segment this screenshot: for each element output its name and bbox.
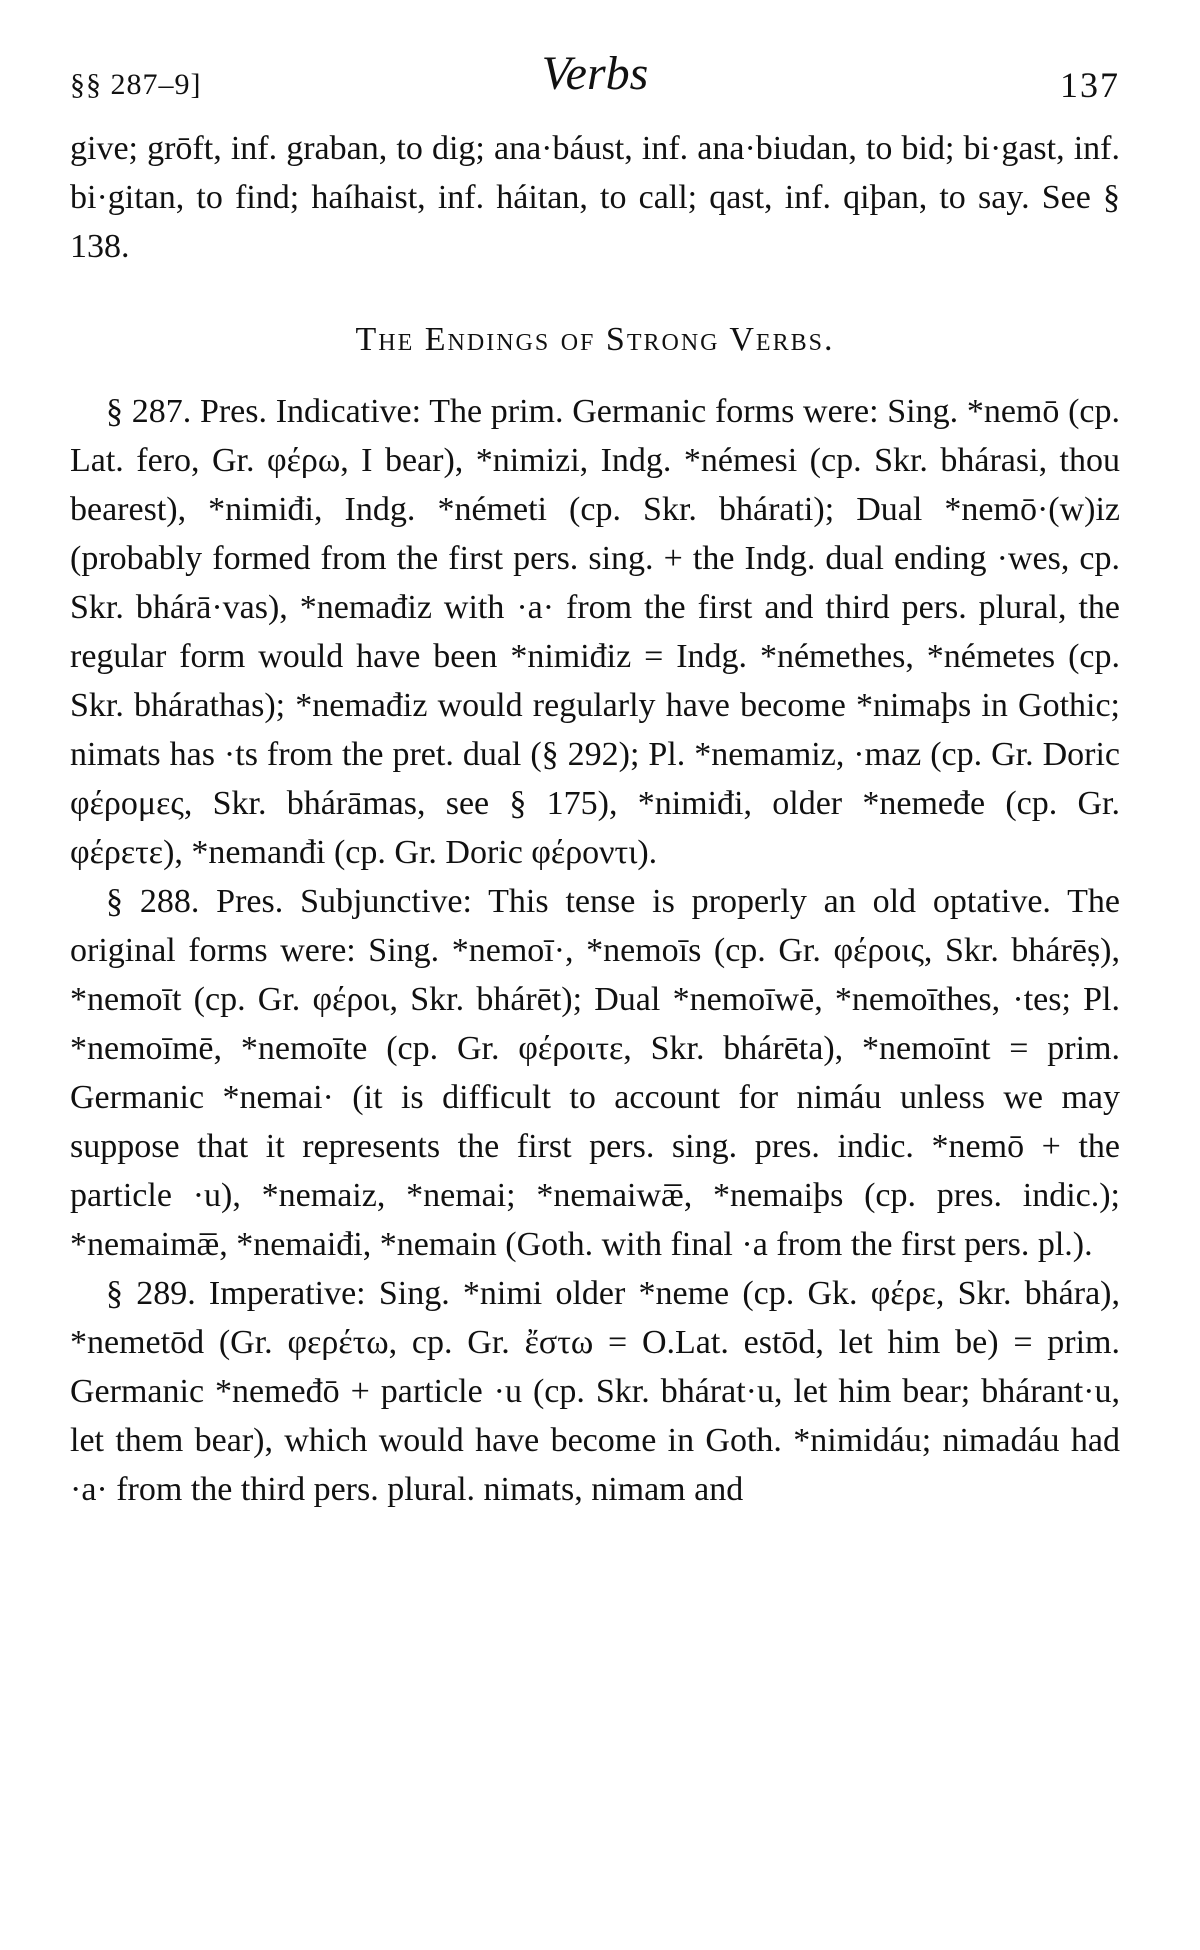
chapter-title: Verbs [541, 47, 649, 100]
running-head [70, 46, 1120, 116]
section-289: § 289. Imperative: Sing. *nimi older *neme (cp. Gk. φέρε, Skr. bhára), *nemetōd (Gr. φερέτω, cp. Gr. ἔστω = O.Lat. estōd, let him be) = prim. Germanic *nemeđō + particle ·u (cp. Skr. bhárat·u, let him bear; bhárant·u, let them bear), which would have become in Goth. *nimidáu; nimadáu had ·a· from the third pers. plural. nimats, nimam and [70, 1275, 1120, 1508]
section-heading: The Endings of Strong Verbs. [355, 321, 835, 358]
section-288: § 288. Pres. Subjunctive: This tense is properly an old optative. The original forms were: Sing. *nemoī·, *nemoīs (cp. Gr. φέροις, Skr. bhárēṣ), *nemoīt (cp. Gr. φέροι, Skr. bhárēt); Dual *nemoīwē, *nemoīthes, ·tes; Pl. *nemoīmē, *nemoīte (cp. Gr. φέροιτε, Skr. bhárēta), *nemoīnt = prim. Germanic *nemai· (it is difficult to account for nimáu unless we may suppose that it represents the first pers. sing. pres. indic. *nemō + the particle ·u), *nemaiz, *nemai; *nemaiwæ̅, *nemaiþs (cp. pres. indic.); *nemaimæ̅, *nemaiđi, *nemain (Goth. with final ·a from the first pers. pl.). [70, 883, 1120, 1263]
page-number: 137 [1060, 65, 1120, 105]
intro-paragraph: give; grōft, inf. graban, to dig; ana·báust, inf. ana·biudan, to bid; bi·gast, inf. bi·gitan, to find; haíhaist, inf. háitan, to call; qast, inf. qiþan, to say. See § 138. [70, 130, 1120, 265]
section-range: §§ 287–9] [70, 68, 202, 101]
section-287: § 287. Pres. Indicative: The prim. Germanic forms were: Sing. *nemō (cp. Lat. fero, Gr. φέρω, I bear), *nimizi, Indg. *némesi (cp. Skr. bhárasi, thou bearest), *nimiđi, Indg. *németi (cp. Skr. bhárati); Dual *nemō·(w)iz (probably formed from the first pers. sing. + the Indg. dual ending ·wes, cp. Skr. bhárā·vas), *nemađiz with ·a· from the first and third pers. plural, the regular form would have been *nimiđiz = Indg. *némethes, *németes (cp. Skr. bhárathas); *nemađiz would regularly have become *nimaþs in Gothic; nimats has ·ts from the pret. dual (§ 292); Pl. *nemamiz, ·maz (cp. Gr. Doric φέρομες, Skr. bhárāmas, see § 175), *nimiđi, older *nemeđe (cp. Gr. φέρετε), *nemanđi (cp. Gr. Doric φέροντι). [70, 393, 1120, 871]
book-page [70, 46, 1120, 1514]
